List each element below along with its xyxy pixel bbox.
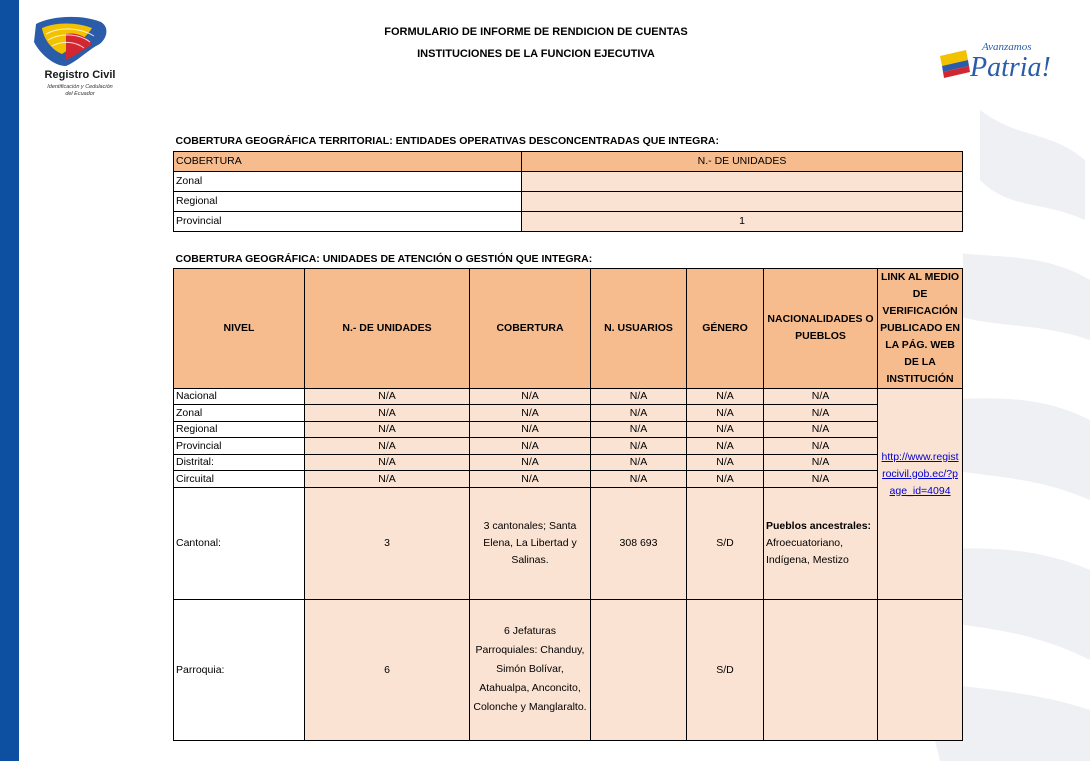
- table2-header-genero: GÉNERO: [687, 268, 764, 388]
- table2-unidades: N/A: [305, 470, 470, 487]
- coverage-territorial-table: [173, 132, 963, 232]
- table2-cobertura: N/A: [470, 437, 591, 454]
- table2-usuarios: N/A: [591, 388, 687, 404]
- table2-usuarios: N/A: [591, 404, 687, 421]
- table2-nivel: Regional: [174, 421, 305, 437]
- table2-nivel: Zonal: [174, 404, 305, 421]
- table2-nacionalidades: N/A: [764, 404, 878, 421]
- table2-usuarios: 308 693: [591, 487, 687, 599]
- table2-header-link: LINK AL MEDIO DE VERIFICACIÓN PUBLICADO EN LA PÁG. WEB DE LA INSTITUCIÓN: [878, 268, 963, 388]
- verification-link[interactable]: http://www.registrocivil.gob.ec/?page_id=4094: [878, 388, 963, 599]
- avanzamos-patria-logo: [938, 36, 1051, 88]
- pueblos-label: Pueblos ancestrales:: [766, 519, 872, 532]
- table2-genero: N/A: [687, 388, 764, 404]
- table2-header-nacionalidades: NACIONALIDADES O PUEBLOS: [764, 268, 878, 388]
- table2-usuarios: [591, 599, 687, 740]
- table2-nivel: Parroquia:: [174, 599, 305, 740]
- table2-unidades: 3: [305, 487, 470, 599]
- table2-unidades: N/A: [305, 454, 470, 470]
- pueblos-value: Afroecuatoriano, Indígena, Mestizo: [766, 536, 849, 566]
- table1-row-label: Provincial: [174, 211, 522, 231]
- table2-genero: N/A: [687, 404, 764, 421]
- table2-nivel: Distrital:: [174, 454, 305, 470]
- table1-row-label: Zonal: [174, 171, 522, 191]
- table2-cobertura: N/A: [470, 404, 591, 421]
- table2-nacionalidades: N/A: [764, 437, 878, 454]
- table2-genero: S/D: [687, 487, 764, 599]
- table2-usuarios: N/A: [591, 470, 687, 487]
- table2-cobertura: 3 cantonales; Santa Elena, La Libertad y Salinas.: [470, 487, 591, 599]
- table2-unidades: N/A: [305, 437, 470, 454]
- table2-unidades: N/A: [305, 388, 470, 404]
- table2-nacionalidades: N/A: [764, 454, 878, 470]
- table2-usuarios: N/A: [591, 437, 687, 454]
- table1-title: COBERTURA GEOGRÁFICA TERRITORIAL: ENTIDADES OPERATIVAS DESCONCENTRADAS QUE INTEGRA:: [174, 132, 963, 151]
- table2-cobertura: 6 Jefaturas Parroquiales: Chanduy, Simón Bolívar, Atahualpa, Anconcito, Colonche y Manglaralto.: [470, 599, 591, 740]
- table2-nacionalidades: N/A: [764, 421, 878, 437]
- table2-header-nivel: NIVEL: [174, 268, 305, 388]
- svg-text:Identificación y Cedulación: Identificación y Cedulación: [47, 84, 113, 90]
- table2-unidades: N/A: [305, 404, 470, 421]
- table2-nacionalidades: [764, 599, 878, 740]
- table2-genero: S/D: [687, 599, 764, 740]
- table2-nivel: Cantonal:: [174, 487, 305, 599]
- table2-cobertura: N/A: [470, 388, 591, 404]
- table1-header-coverage: COBERTURA: [174, 151, 522, 171]
- table2-unidades: 6: [305, 599, 470, 740]
- table2-header-cobertura: COBERTURA: [470, 268, 591, 388]
- svg-text:del Ecuador: del Ecuador: [65, 91, 95, 97]
- svg-text:Registro Civil: Registro Civil: [44, 69, 116, 81]
- table2-genero: N/A: [687, 421, 764, 437]
- table2-genero: N/A: [687, 437, 764, 454]
- form-subtitle: INSTITUCIONES DE LA FUNCION EJECUTIVA: [417, 48, 655, 60]
- table2-nivel: Circuital: [174, 470, 305, 487]
- table2-cobertura: N/A: [470, 421, 591, 437]
- table2-usuarios: N/A: [591, 421, 687, 437]
- side-accent-bar: [0, 0, 19, 761]
- table2-nacionalidades: N/A: [764, 470, 878, 487]
- table2-genero: N/A: [687, 470, 764, 487]
- table1-header-units: N.- DE UNIDADES: [522, 151, 963, 171]
- table2-nacionalidades: [764, 487, 878, 599]
- table2-genero: N/A: [687, 454, 764, 470]
- table1-row-label: Regional: [174, 191, 522, 211]
- table2-header-usuarios: N. USUARIOS: [591, 268, 687, 388]
- form-title: FORMULARIO DE INFORME DE RENDICION DE CUENTAS: [384, 26, 688, 38]
- table2-link-empty: [878, 599, 963, 740]
- svg-text:Avanzamos: Avanzamos: [982, 41, 1032, 53]
- table2-usuarios: N/A: [591, 454, 687, 470]
- svg-text:Patria!: Patria!: [970, 52, 1051, 83]
- table2-nivel: Provincial: [174, 437, 305, 454]
- table2-cobertura: N/A: [470, 454, 591, 470]
- table2-nivel: Nacional: [174, 388, 305, 404]
- table2-nacionalidades: N/A: [764, 388, 878, 404]
- table2-unidades: N/A: [305, 421, 470, 437]
- table2-cobertura: N/A: [470, 470, 591, 487]
- table2-header-unidades: N.- DE UNIDADES: [305, 268, 470, 388]
- table1-row-value: 1: [522, 211, 963, 231]
- table1-row-value: [522, 171, 963, 191]
- coverage-units-table: [173, 250, 963, 741]
- table1-row-value: [522, 191, 963, 211]
- table2-title: COBERTURA GEOGRÁFICA: UNIDADES DE ATENCIÓN O GESTIÓN QUE INTEGRA:: [174, 250, 963, 268]
